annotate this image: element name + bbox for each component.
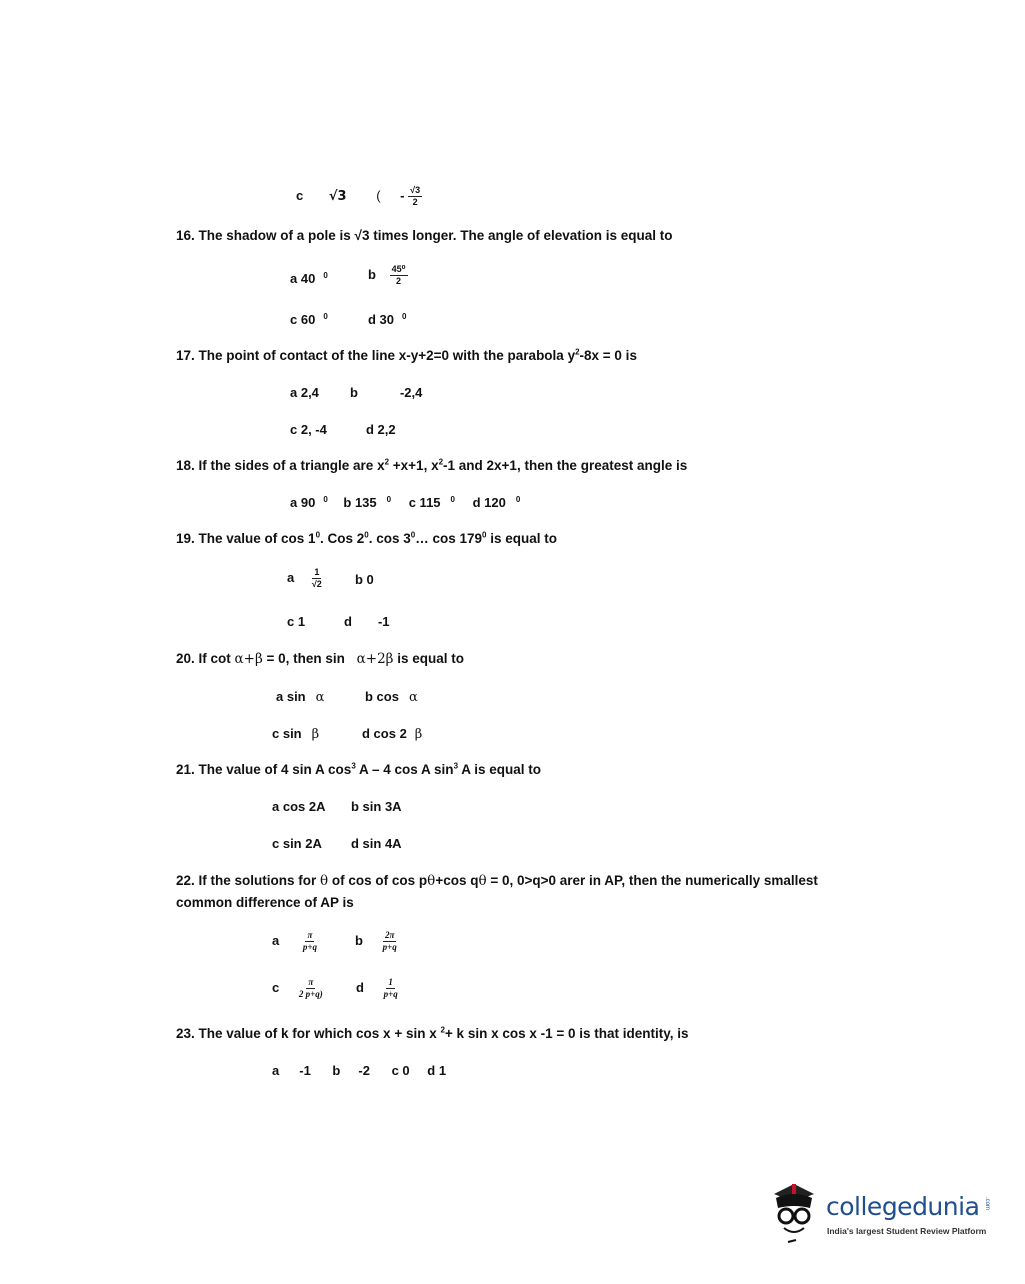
- question-22-line-1: 22. If the solutions for θ of cos of cos pθ+cos qθ = 0, 0>q>0 arer in AP, then the numerically smallest: [176, 873, 818, 889]
- q16-option-b: b $\frac{\text{45⁰}}{2}$: [368, 264, 406, 286]
- q21-option-d: d sin 4A: [351, 836, 402, 851]
- q18-options: a 90 $^0$ b 135 $^0$ c 115 $^0$ d 120 $^0$: [290, 494, 521, 510]
- logo-tagline: India's largest Student Review Platform: [827, 1226, 987, 1236]
- question-22-line-2: common difference of AP is: [176, 895, 354, 910]
- question-19: 19. The value of $\cos 1^0$. Cos $2^0$. $\cos 3^0\dots$ $\cos 179^0$ is equal to: [176, 530, 557, 546]
- q15-option-d-fraction: $\frac{√3}{2}$: [410, 185, 421, 207]
- q22-option-d: d $\frac{1}{p+q}$: [356, 977, 398, 999]
- logo-dotcom: .com: [984, 1197, 990, 1211]
- question-23: 23. The value of k for which cos x + sin x $^2$+ k sin x cos x -1 = 0 is that identity, is: [176, 1025, 689, 1041]
- q16-option-d: d 30 $^0$: [368, 311, 407, 327]
- q17-option-a: a 2,4: [290, 385, 319, 400]
- q17-option-c: c 2, -4: [290, 422, 327, 437]
- question-16: 16. The shadow of a pole is √3 times longer. The angle of elevation is equal to: [176, 228, 673, 243]
- question-20: 20. If cot α+β = 0, then sin α+2β is equal to: [176, 651, 464, 667]
- logo-wordmark: collegedunia: [826, 1192, 980, 1221]
- q19-option-b: b 0: [355, 572, 374, 587]
- q16-option-c: c 60 $^0$: [290, 311, 328, 327]
- q22-option-a: a $\frac{\pi}{p+q}$: [272, 930, 317, 952]
- q17-option-b: b -2,4: [350, 385, 423, 400]
- q15-option-c: c √3 ( - $\frac{√3}{2}$: [296, 185, 421, 207]
- q17-option-d: d 2,2: [366, 422, 396, 437]
- q22-option-b: b $\frac{2\pi}{p+q}$: [355, 930, 397, 952]
- q20-option-d: d cos 2 β: [362, 726, 423, 742]
- question-17: 17. The point of contact of the line x-y+2=0 with the parabola $y^2-8x = 0$ is: [176, 347, 637, 363]
- q19-option-d: d -1: [344, 614, 390, 629]
- q19-option-a: a $\frac{1}{√2}$: [287, 567, 322, 589]
- q19-option-c: c 1: [287, 614, 306, 629]
- q23-options: a -1 b -2 c 0 d 1: [272, 1063, 447, 1078]
- q21-option-a: a cos 2A: [272, 799, 326, 814]
- question-18: 18. If the sides of a triangle are $x^2 +x+1$, $x^2-1$ and 2x+1, then the greatest angle is: [176, 457, 688, 473]
- q22-option-c: c $\frac{\pi}{2 p+q)}$: [272, 977, 323, 999]
- q16-option-a: a 40 $^0$: [290, 270, 328, 286]
- collegedunia-mascot-logo: [766, 1176, 826, 1246]
- question-21: 21. The value of 4 sin A $\cos^3 A - 4$ cos A $\sin^3 A$ is equal to: [176, 761, 542, 777]
- q21-option-b: b sin 3A: [351, 799, 402, 814]
- q21-option-c: c sin 2A: [272, 836, 322, 851]
- q20-option-a: a sin α: [276, 689, 325, 705]
- q20-option-c: c sin β: [272, 726, 320, 742]
- q20-option-b: b cos α: [365, 689, 418, 705]
